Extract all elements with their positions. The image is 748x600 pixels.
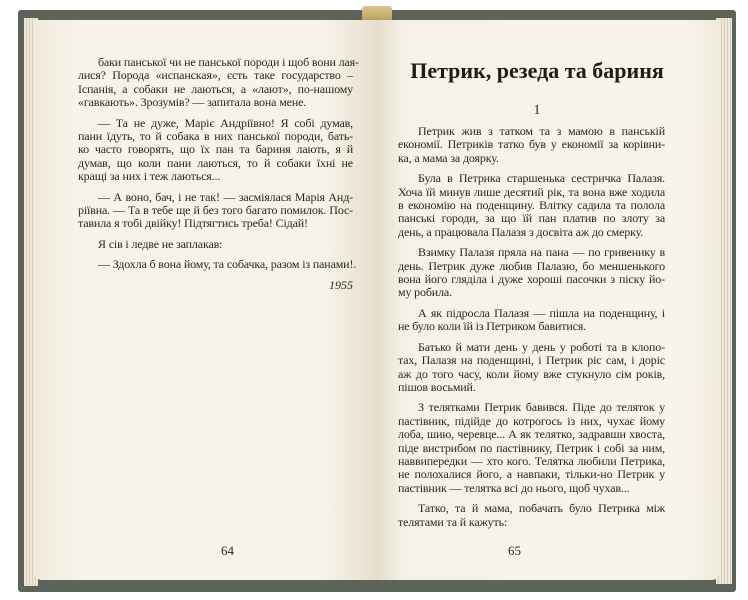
paragraph (78, 191, 353, 231)
paragraph (398, 502, 665, 529)
text-line: вона його гляділа і дуже хороші пасочки з піску йо- (398, 272, 665, 287)
text-line: думав, що коли пани лаються, то й собаки їхні не (78, 155, 353, 170)
paragraph (398, 307, 665, 334)
text-line: Петрик жив з татком та з мамою в панській (418, 124, 665, 138)
right-page-paragraphs (398, 125, 665, 529)
text-line: тах, Палазя на поденщині, і Петрик ріс сам, і доріс (398, 353, 665, 368)
paragraph (398, 125, 665, 165)
paragraph (78, 238, 353, 251)
text-line: З телятками Петрик бавився. Піде до теляток у (418, 400, 665, 415)
left-page-text (78, 55, 359, 292)
section-number: 1 (533, 103, 541, 118)
page-number: 64 (221, 543, 234, 558)
text-line: Взимку Палазя пряла на пана — по гривенику в (418, 245, 665, 260)
text-line: аж до того часу, коли йому вже стукнуло сім років, (398, 366, 665, 381)
text-line: телятами та й кажуть: (398, 514, 508, 529)
text-line: пани їдуть, то й собака в них панської породи, бать- (78, 129, 353, 144)
text-line: панські городи, за що їй пан платив по злоту за (398, 211, 665, 226)
text-line: Батько й мати день у день у роботі та в клопо- (418, 339, 665, 354)
text-line: лоба, шию, черевце... А як телятко, задравши хвоста, (398, 427, 665, 442)
paragraph (78, 117, 353, 184)
text-line: не було коли їй із Петриком бавитися. (398, 319, 587, 334)
text-line: — Здохла б вона йому, та собачка, разом із панами!. (98, 257, 357, 272)
text-line: баки панської чи не панської породи і щоб вони лая- (98, 55, 359, 69)
text-line: не полохалися його, а навпаки, тільки-но Петрик у (398, 467, 665, 482)
text-line: А як підросла Палазя — пішла на поденщину, і (418, 305, 665, 320)
text-line: — Та не дуже, Маріє Андріївно! Я собі думав, (98, 115, 353, 130)
text-line: день, а працювала Палазя з досвіта аж до смерку. (398, 224, 644, 239)
right-page-text (398, 125, 665, 536)
text-line: «гавкають». Зрозумів? — запитала вона мене. (78, 95, 307, 110)
text-line: в економію на поденщину. Влітку садила та полола (398, 198, 665, 213)
text-line: пастівник, підійде до котрогось із них, чухає йому (398, 413, 665, 428)
text-line: ка, а мама за доярку. (398, 150, 499, 165)
text-line: піде вистрибом по пастівнику, Петрик і собі за ним, (398, 440, 665, 455)
paragraph (398, 341, 665, 395)
text-line: кращі за них і теж лаються... (78, 169, 221, 184)
left-page-paragraphs (78, 55, 359, 272)
right-page (376, 20, 720, 580)
text-line: пастівник — телятка всі до нього, щоб чухав... (398, 480, 630, 495)
paragraph (78, 55, 359, 110)
text-line: пішов восьмий. (398, 379, 476, 394)
text-line: тавила я тобі двійку! Підтягтись треба! Сідай! (78, 216, 308, 231)
paragraph (398, 246, 665, 300)
page-number: 65 (508, 543, 521, 558)
paragraph (398, 172, 665, 239)
text-line: му робила. (398, 285, 452, 300)
paragraph (398, 401, 665, 495)
text-line: Татко, та й мама, побачать було Петрика між (418, 501, 665, 516)
text-line: Хоча їй минув лише десятий рік, та вона вже ходила (398, 184, 665, 199)
chapter-title: Петрик, резеда та бариня (410, 58, 664, 83)
paragraph (78, 257, 357, 272)
text-line: ко часто говорять, що їх пан та бариня лають, я й (78, 142, 353, 157)
text-line: Іспанія, а собаки не лаються, а «лают», по-нашому (78, 81, 353, 96)
text-line: день. Петрик дуже любив Палазю, бо меншенького (398, 258, 665, 273)
text-line: Я сів і ледве не заплакав: (98, 236, 223, 251)
date-signature: 1955 (329, 277, 353, 292)
text-line: наввипередки — хто кого. Телятка любили Петрика, (398, 453, 665, 468)
text-line: лися? Порода «испанская», єсть таке государство – (78, 68, 353, 83)
text-line: економії. Петриків татко був у економії за корівни- (398, 137, 665, 152)
text-line: — А воно, бач, і не так! — засміялася Марія Анд- (98, 189, 353, 204)
left-page (34, 20, 376, 580)
text-line: ріївна. — Та в тебе ще й без того багато помилок. Пос- (78, 203, 353, 218)
text-line: Була в Петрика старшенька сестричка Палазя. (418, 171, 665, 186)
